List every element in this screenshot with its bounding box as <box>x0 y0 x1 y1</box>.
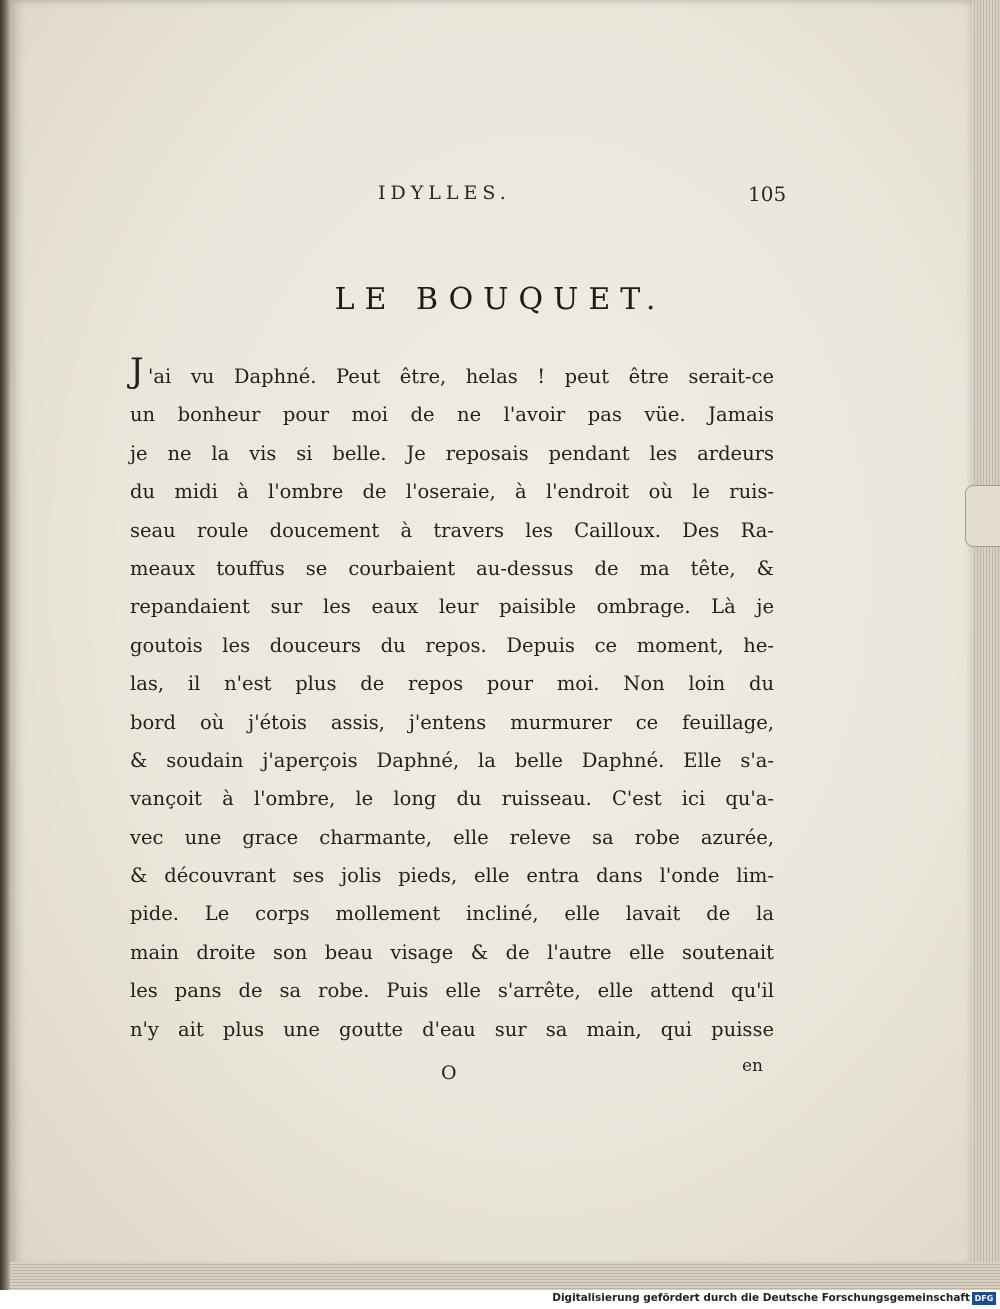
text-line: bord où j'étois assis, j'entens murmurer ce feuillage, <box>130 710 774 734</box>
text-line: les pans de sa robe. Puis elle s'arrête, elle attend qu'il <box>130 979 774 1003</box>
text-line: vec une grace charmante, elle releve sa robe azurée, <box>130 825 774 849</box>
text-line: & découvrant ses jolis pieds, elle entra dans l'onde lim- <box>130 864 774 888</box>
text-line: pide. Le corps mollement incliné, elle lavait de la <box>130 902 774 926</box>
page-edges-bottom <box>10 1262 1000 1290</box>
text-line: repandaient sur les eaux leur paisible ombrage. Là je <box>130 595 774 619</box>
footer-bar <box>0 1290 1000 1309</box>
text-line <box>130 351 774 396</box>
text-line: seau roule doucement à travers les Cailloux. Des Ra- <box>130 518 774 542</box>
dfg-logo: DFG <box>972 1292 996 1305</box>
text-line: un bonheur pour moi de ne l'avoir pas vüe. Jamais <box>130 403 774 427</box>
text-line: n'y ait plus une goutte d'eau sur sa main, qui puisse <box>130 1017 774 1041</box>
funding-credit: Digitalisierung gefördert durch die Deutsche Forschungsgemeinschaft <box>552 1292 970 1304</box>
text-line: las, il n'est plus de repos pour moi. Non loin du <box>130 672 774 696</box>
text-line: meaux touffus se courbaient au-dessus de ma tête, & <box>130 556 774 580</box>
page-number: 105 <box>748 182 787 206</box>
text-line: & soudain j'aperçois Daphné, la belle Daphné. Elle s'a- <box>130 748 774 772</box>
page-edges-right <box>972 0 1000 1275</box>
page-tab-marker <box>965 485 1000 547</box>
page-header <box>10 182 972 212</box>
text-line-content: 'ai vu Daphné. Peut être, helas ! peut être serait-ce <box>148 365 774 388</box>
text-line: je ne la vis si belle. Je reposais pendant les ardeurs <box>130 441 774 465</box>
book-spine <box>0 0 10 1290</box>
text-line: main droite son beau visage & de l'autre elle soutenait <box>130 940 774 964</box>
book-page <box>10 0 972 1268</box>
chapter-title: LE BOUQUET. <box>334 282 666 317</box>
catchword: en <box>742 1056 764 1076</box>
signature-mark: O <box>441 1062 457 1084</box>
text-line: du midi à l'ombre de l'oseraie, à l'endroit où le ruis- <box>130 480 774 504</box>
drop-cap: J <box>130 351 144 391</box>
text-line: goutois les douceurs du repos. Depuis ce moment, he- <box>130 633 774 657</box>
body-text <box>130 351 774 1049</box>
running-head: IDYLLES. <box>378 182 511 204</box>
text-line: vançoit à l'ombre, le long du ruisseau. C'est ici qu'a- <box>130 787 774 811</box>
